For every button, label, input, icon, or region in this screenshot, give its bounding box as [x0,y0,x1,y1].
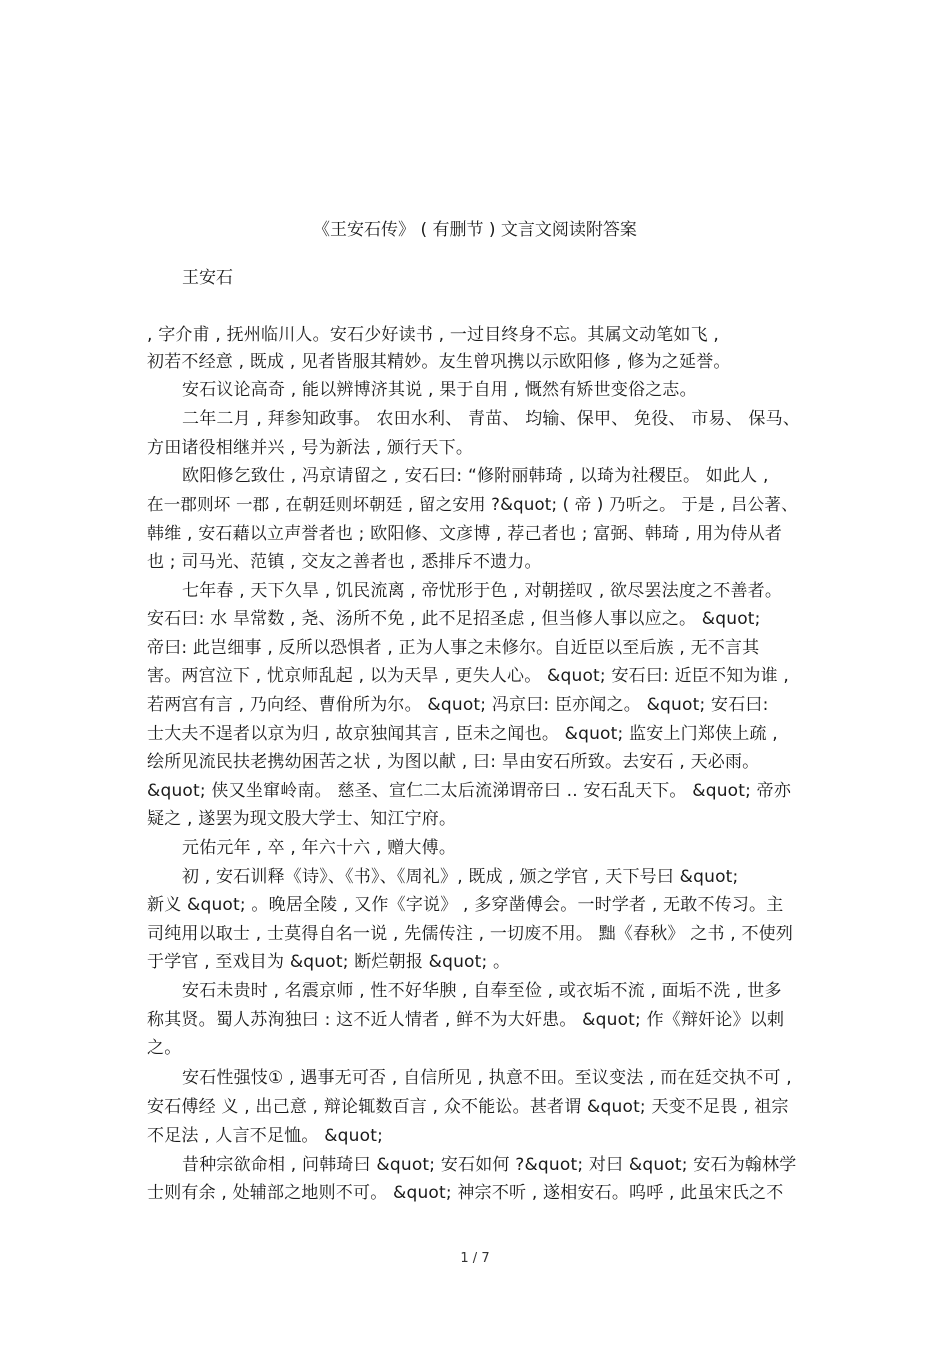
text-line: 二年二月 , 拜参知政事。 农田水利、 青苗、 均输、保甲、 免役、 市易、 保马、 [182,409,801,429]
text-line: 安石未贵时 , 名震京师 , 性不好华腴 , 自奉至俭 , 或衣垢不流 , 面垢不洗 , 世多 [182,981,782,1001]
text-line: 士大夫不逞者以京为归 , 故京独闻其言 , 臣未之闻也。 &quot; 监安上门郑侠上疏 , [147,724,778,744]
text-line: 韩维 , 安石藉以立声誉者也 ; 欧阳修、文彦博 , 荐己者也 ; 富弼、韩琦 , 用为侍从者 [147,524,783,544]
text-line: 称其贤。蜀人苏洵独曰 : 这不近人情者 , 鲜不为大奸患。 &quot; 作《辩奸论》以剌 [147,1010,785,1030]
text-line: 在一郡则坏 一郡 , 在朝廷则坏朝廷 , 留之安用 ?&quot; ( 帝 ) 乃听之。 于是 , 吕公著、 [147,495,798,514]
text-line: 之。 [147,1038,182,1058]
text-line: 也 ; 司马光、范镇 , 交友之善者也 , 悉排斥不遗力。 [147,552,542,572]
text-line: 帝曰: 此岂细事 , 反所以恐惧者 , 正为人事之未修尔。自近臣以至后族 , 无不言其 [147,638,760,658]
text-line: 害。两宫泣下 , 忧京师乱起 , 以为天旱 , 更失人心。 &quot; 安石曰: 近臣不知为谁 , [147,666,789,686]
text-line: 元佑元年 , 卒 , 年六十六 , 赠大傅。 [182,838,457,858]
text-line: 绘所见流民扶老携幼困苦之状 , 为图以献 , 曰: 旱由安石所致。去安石 , 天必雨。 [147,752,760,772]
text-line: 士则有余 , 处辅部之地则不可。 &quot; 神宗不听 , 遂相安石。呜呼 , 此虽宋氏之不 [147,1183,784,1203]
text-line: 初 , 安石训释《诗》、《书》、《周礼》, 既成 , 颁之学官 , 天下号曰 &quot; [182,867,739,887]
text-line: 新义 &quot; 。晚居全陵 , 又作《字说》 , 多穿凿傅会。一时学者 , 无敢不传习。主 [147,895,784,915]
text-line: 初若不经意 , 既成 , 见者皆服其精妙。友生曾巩携以示欧阳修 , 修为之延誉。 [147,352,731,372]
text-line: 疑之 , 遂罢为现文股大学士、知江宁府。 [147,809,457,829]
text-line: 七年春 , 天下久旱 , 饥民流离 , 帝忧形于色 , 对朝搓叹 , 欲尽罢法度之不善者。 [182,581,783,601]
text-line: 司纯用以取士 , 士莫得自名一说 , 先儒传注 , 一切废不用。 黜《春秋》 之书 , 不使列 [147,924,794,944]
text-line: 若两宫有言 , 乃向经、曹佾所为尔。 &quot; 冯京曰: 臣亦闻之。 &quot; 安石曰: [147,695,769,715]
text-line: 安石性强忮① , 遇事无可否 , 自信所见 , 执意不田。至议变法 , 而在廷交执不可 , [182,1068,792,1088]
text-line: 方田诸役相继并兴 , 号为新法 , 颁行天下。 [147,438,474,458]
text-line: 安石曰: 水 旱常数 , 尧、汤所不免 , 此不足招圣虑 , 但当修人事以应之。 &quot; [147,609,761,629]
text-line: 欧阳修乞致仕 , 冯京请留之 , 安石曰: “修附丽韩琦 , 以琦为社稷臣。 如此人 , [182,466,769,486]
text-line: , 字介甫 , 抚州临川人。安石少好读书 , 一过目终身不忘。其属文动笔如飞 , [147,325,720,345]
text-line: 安石傅经 义 , 出己意 , 辩论辄数百言 , 众不能讼。甚者谓 &quot; 天变不足畏 , 祖宗 [147,1097,789,1117]
document-title: 《王安石传》 ( 有删节 ) 文言文阅读附答案 [313,220,637,240]
text-line: 于学官 , 至戏目为 &quot; 断烂朝报 &quot; 。 [147,952,511,972]
text-line: &quot; 侠又坐窜岭南。 慈圣、宣仁二太后流涕谓帝曰 .. 安石乱天下。 &quot; 帝亦 [147,781,792,801]
page-number: 1 / 7 [460,1251,490,1266]
text-line: 昔种宗欲命相 , 问韩琦曰 &quot; 安石如何 ?&quot; 对曰 &quot; 安石为翰林学 [182,1155,797,1175]
author-name: 王安石 [182,268,233,288]
text-line: 不足法 , 人言不足恤。 &quot; [147,1126,384,1146]
text-line: 安石议论高奇 , 能以辨博济其说 , 果于自用 , 慨然有矫世变俗之志。 [182,380,697,400]
